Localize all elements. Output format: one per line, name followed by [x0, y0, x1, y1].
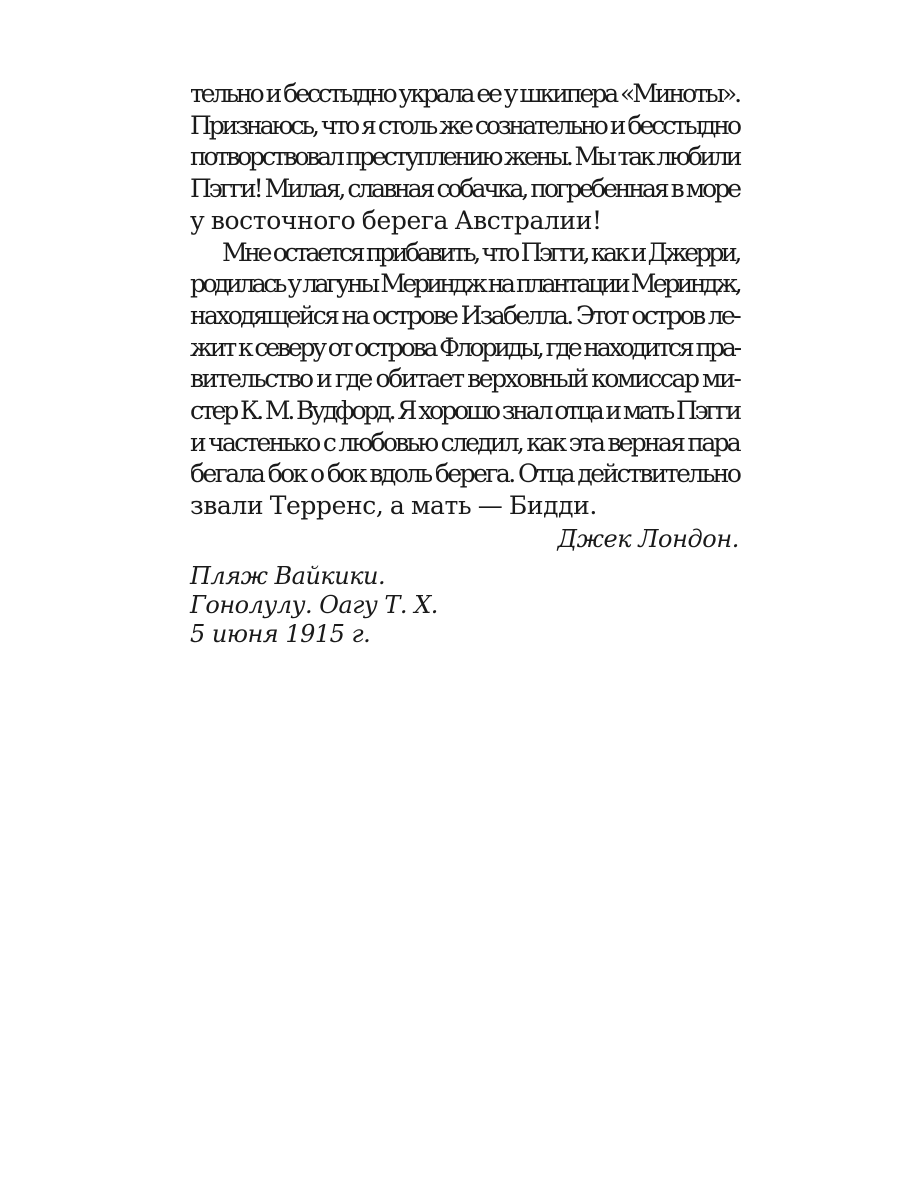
text-line: вительство и где обитает верховный комиссар ми- [190, 364, 740, 394]
text-line: Мне остается прибавить, что Пэгги, как и Джерри, [222, 237, 739, 267]
date-line: 5 июня 1915 г. [190, 619, 371, 648]
text-line: жит к северу от острова Флориды, где находится пра- [190, 332, 739, 362]
place-line: Гонолулу. Оагу Т. Х. [190, 590, 438, 619]
text-line: тельно и бесстыдно украла ее у шкипера «Миноты». [190, 79, 740, 108]
text-line: стер К. М. Вудфорд. Я хорошо знал отца и мать Пэгги [190, 396, 739, 426]
text-line: звали Терренс, а мать — Бидди. [190, 491, 597, 521]
place-line: Пляж Вайкики. [190, 561, 386, 590]
author-signature: Джек Лондон. [557, 524, 739, 553]
paragraph-2 [190, 237, 739, 522]
paragraph-1 [190, 78, 739, 237]
text-line: потворствовал преступлению жены. Мы так любили [190, 142, 740, 172]
page-content [190, 78, 739, 649]
text-line: бегала бок о бок вдоль берега. Отца действительно [190, 459, 740, 489]
text-line: родилась у лагуны Мериндж на плантации Мериндж, [190, 269, 740, 299]
text-line: Пэгги! Милая, славная собачка, погребенная в море [190, 174, 739, 204]
place-date-block [190, 562, 739, 649]
text-line: находящейся на острове Изабелла. Этот остров ле- [190, 300, 739, 330]
text-line: Признаюсь, что я столь же сознательно и бесстыдно [190, 110, 739, 140]
text-line: и частенько с любовью следил, как эта верная пара [190, 427, 739, 457]
text-line: у восточного берега Австралии! [190, 205, 602, 235]
